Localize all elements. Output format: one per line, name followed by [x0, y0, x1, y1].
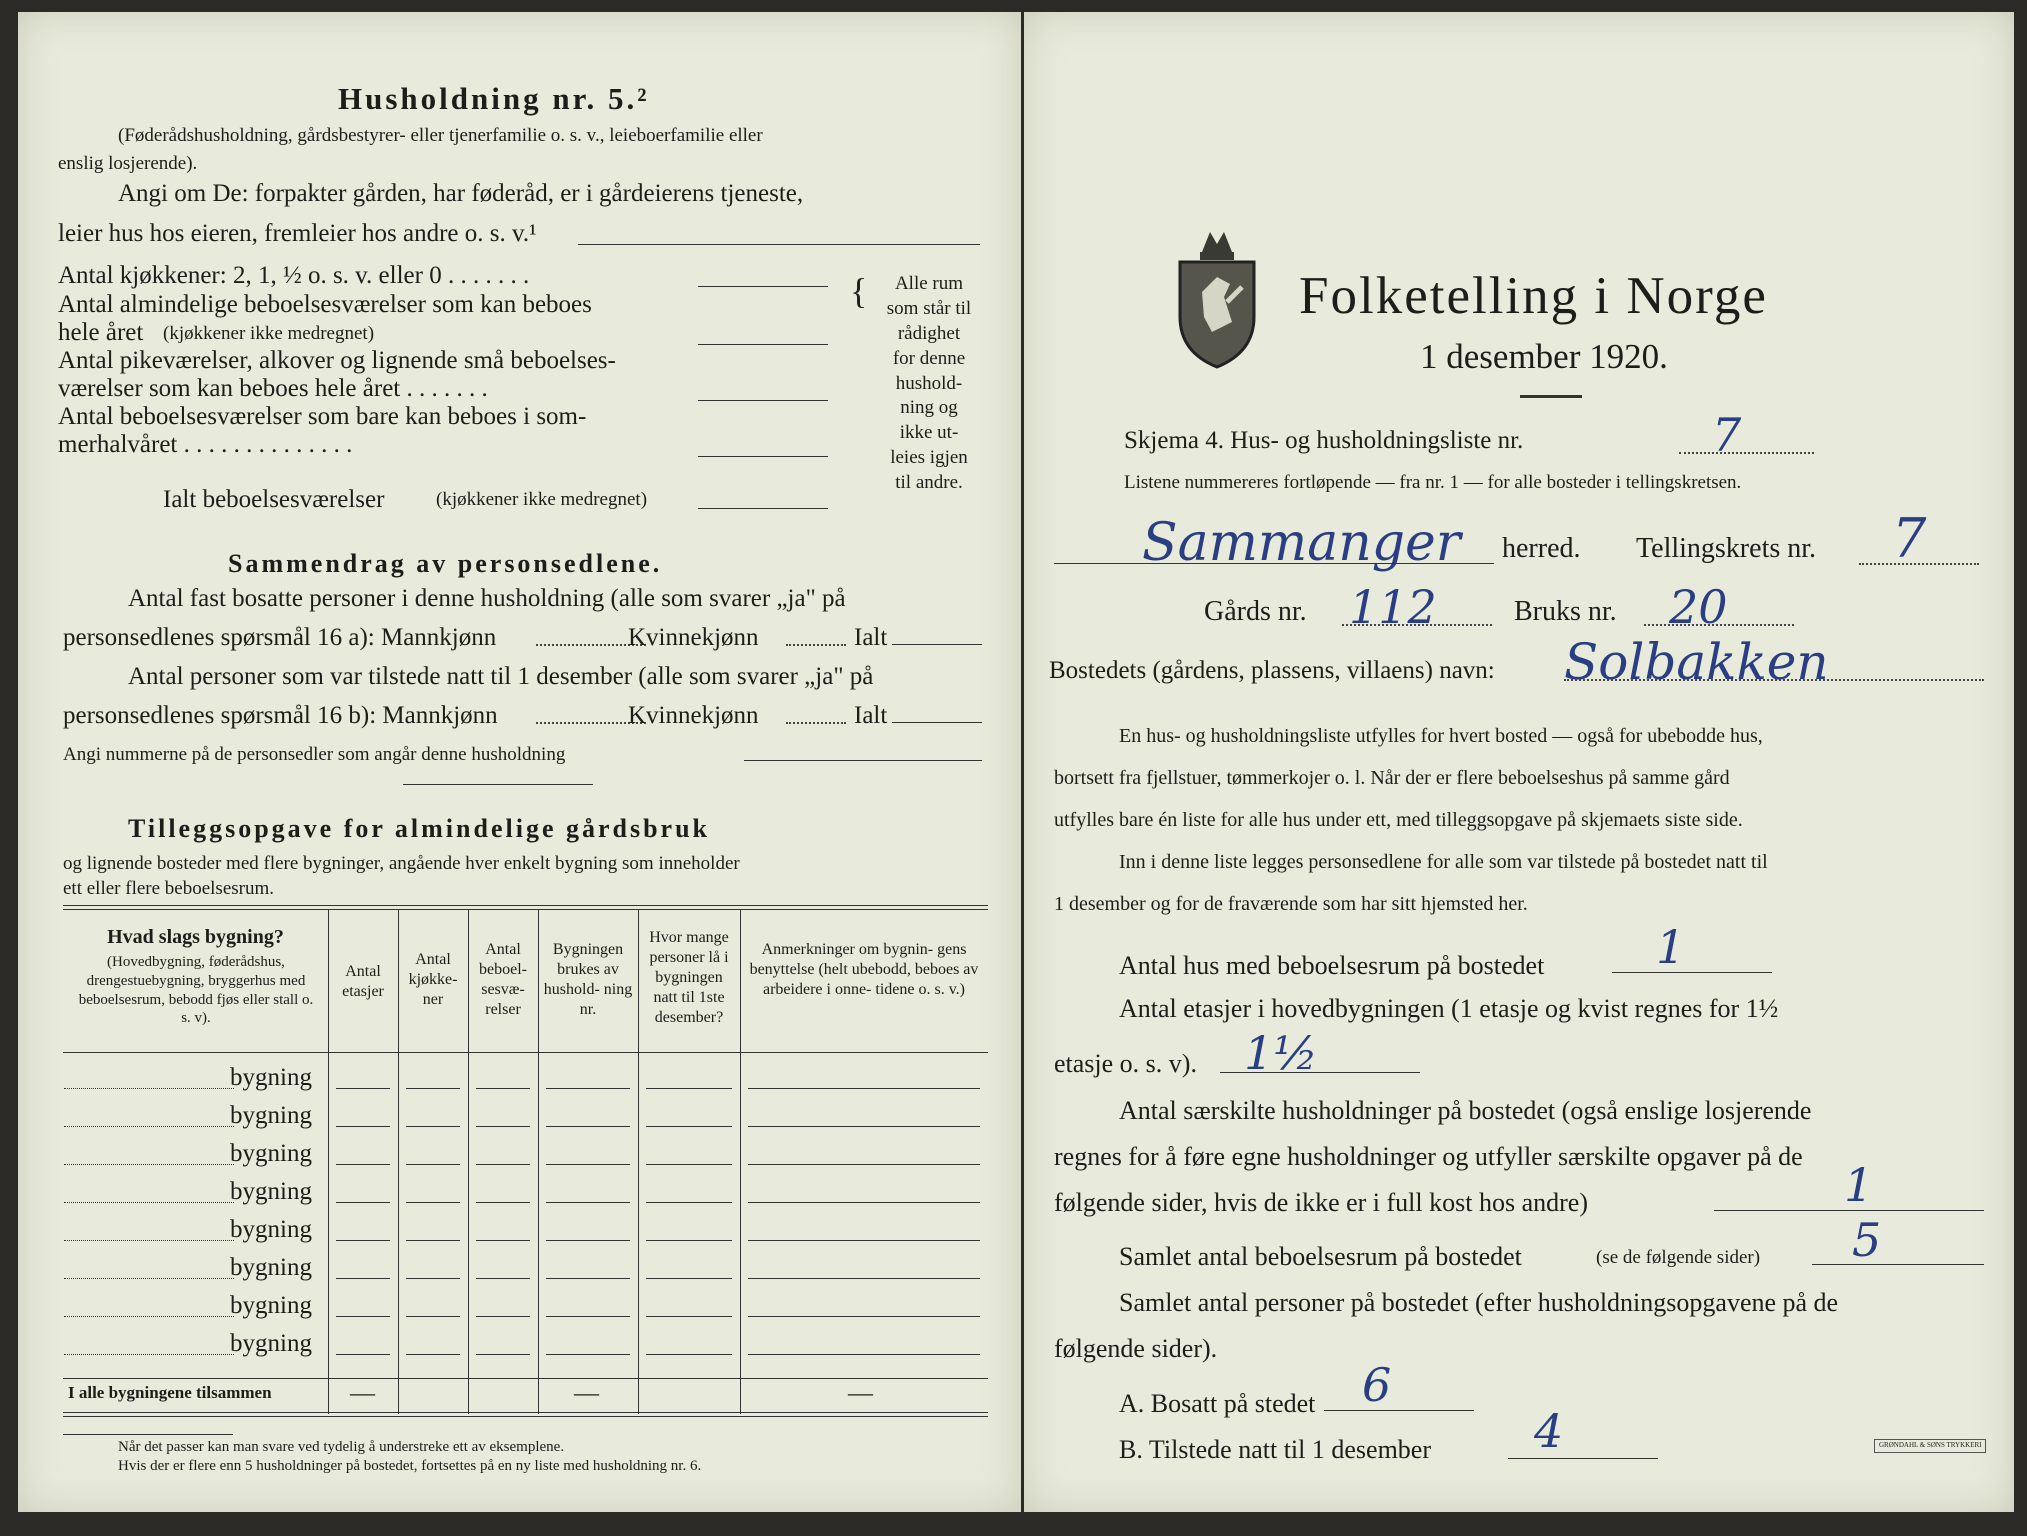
table-cell[interactable]: [406, 1278, 460, 1279]
table-bottom-rule: [63, 1412, 988, 1413]
building-row-label: bygning: [230, 1330, 312, 1357]
female-present-field[interactable]: [786, 722, 846, 724]
summer-rooms-label-2: merhalvåret . . . . . . . . . . . . . .: [58, 431, 353, 458]
table-cell[interactable]: [406, 1164, 460, 1165]
household-subtitle-2: enslig losjerende).: [58, 153, 198, 174]
table-bottom-rule-2: [63, 1416, 988, 1417]
footnote-1: Når det passer kan man svare ved tydelig å understreke ett av eksemplene.: [118, 1439, 565, 1455]
tilstede-value[interactable]: 4: [1534, 1404, 1564, 1458]
footnote-rule: [63, 1434, 233, 1435]
etasjer-value[interactable]: 1½: [1244, 1026, 1318, 1080]
table-cell[interactable]: [546, 1240, 630, 1241]
building-row-field[interactable]: [64, 1354, 234, 1355]
angi-field[interactable]: [578, 244, 980, 245]
summary-line-1: Antal fast bosatte personer i denne husholdning (alle som svarer „ja" på: [128, 585, 846, 612]
table-cell[interactable]: [748, 1088, 980, 1089]
table-cell[interactable]: [646, 1316, 732, 1317]
table-cell[interactable]: [476, 1126, 530, 1127]
table-header-remarks: Anmerkninger om bygnin- gens benyttelse (helt ubebodd, beboes av arbeidere i onne- tidene o. s. v.): [749, 941, 979, 998]
ordinary-rooms-note: (kjøkkener ikke medregnet): [163, 323, 375, 344]
etasjer-field: [1220, 1072, 1420, 1073]
tellingskrets-label: Tellingskrets nr.: [1636, 533, 1817, 564]
table-cell[interactable]: [336, 1354, 390, 1355]
table-header-floors: Antal etasjer: [342, 963, 384, 1000]
building-row-label: bygning: [230, 1064, 312, 1091]
table-cell[interactable]: [748, 1126, 980, 1127]
total-rooms-note: (kjøkkener ikke medregnet): [436, 489, 648, 510]
table-total-label: I alle bygningene tilsammen: [68, 1383, 272, 1402]
table-header-household: Bygningen brukes av hushold- ning nr.: [543, 941, 633, 1018]
summary-numbers-field[interactable]: [744, 760, 982, 761]
table-cell[interactable]: [646, 1354, 732, 1355]
building-row-label: bygning: [230, 1254, 312, 1281]
brace-note: Alle rum som står til rådighet for denne hushold- ning og ikke ut- leies igjen til andre.: [886, 273, 972, 494]
total-rooms-field[interactable]: [698, 508, 828, 509]
samlet-rum-note: (se de følgende sider): [1596, 1247, 1761, 1268]
summary-numbers-label: Angi nummerne på de personsedler som angår denne husholdning: [63, 744, 566, 765]
tilstede-field: [1508, 1458, 1658, 1459]
table-cell[interactable]: [646, 1164, 732, 1165]
female-label-2: Kvinnekjønn: [628, 702, 759, 729]
samlet-pers-line-2: følgende sider).: [1054, 1334, 1218, 1363]
table-cell[interactable]: [336, 1164, 390, 1165]
section-divider: [403, 784, 593, 785]
table-cell[interactable]: [748, 1354, 980, 1355]
tillegg-title: Tilleggsopgave for almindelige gårdsbruk: [128, 814, 711, 843]
female-resident-field[interactable]: [786, 644, 846, 646]
maid-rooms-field[interactable]: [698, 400, 828, 401]
table-cell[interactable]: [336, 1088, 390, 1089]
angi-line-1: Angi om De: forpakter gården, har føderåd, er i gårdeierens tjeneste,: [118, 180, 804, 207]
table-cell[interactable]: [476, 1278, 530, 1279]
table-cell[interactable]: [646, 1088, 732, 1089]
instruction-4: Inn i denne liste legges personsedlene for alle som var tilstede på bostedet natt til: [1119, 851, 1768, 873]
table-cell[interactable]: [336, 1202, 390, 1203]
total-resident-field[interactable]: [892, 644, 982, 645]
instruction-3: utfylles bare én liste for alle hus under ett, med tilleggsopgave på skjemaets siste side.: [1054, 809, 1743, 831]
total-rooms-label: Ialt beboelsesværelser: [163, 486, 385, 513]
tilstede-label: B. Tilstede natt til 1 desember: [1119, 1435, 1431, 1464]
instruction-5: 1 desember og for de fraværende som har sitt hjemsted her.: [1054, 893, 1528, 915]
ordinary-rooms-label: Antal almindelige beboelsesværelser som kan beboes: [58, 291, 592, 318]
table-cell[interactable]: [406, 1354, 460, 1355]
table-header-building-note: (Hovedbygning, føderådshus, drengestuebygning, bryggerhus med beboelsesrum, bebodd fjøs eller stall o. s. v).: [78, 954, 314, 1027]
table-cell[interactable]: [748, 1240, 980, 1241]
building-row-label: bygning: [230, 1140, 312, 1167]
table-col-divider: [538, 909, 539, 1414]
brace-icon: {: [850, 271, 868, 311]
kitchens-field[interactable]: [698, 286, 828, 287]
table-col-divider: [468, 909, 469, 1414]
total-remarks-dash: —: [848, 1380, 873, 1407]
table-cell[interactable]: [476, 1240, 530, 1241]
table-col-divider: [638, 909, 639, 1414]
table-cell[interactable]: [748, 1164, 980, 1165]
printer-stamp: GRØNDAHL & SØNS TRYKKERI: [1874, 1439, 1986, 1453]
table-cell[interactable]: [336, 1126, 390, 1127]
samlet-pers-line-1: Samlet antal personer på bostedet (efter husholdningsopgavene på de: [1119, 1288, 1839, 1317]
footnote-2: Hvis der er flere enn 5 husholdninger på bostedet, fortsettes på en ny liste med husholdning nr. 6.: [118, 1458, 702, 1474]
bosatt-value[interactable]: 6: [1362, 1358, 1392, 1412]
ordinary-rooms-label-2: hele året: [58, 319, 144, 346]
building-row-label: bygning: [230, 1102, 312, 1129]
bosted-value[interactable]: Solbakken: [1564, 633, 1829, 691]
kitchens-label: Antal kjøkkener: 2, 1, ½ o. s. v. eller 0 . . . . . . .: [58, 262, 530, 289]
summer-rooms-field[interactable]: [698, 456, 828, 457]
building-row-label: bygning: [230, 1178, 312, 1205]
building-row-field[interactable]: [64, 1202, 234, 1203]
census-title: Folketelling i Norge: [1299, 267, 1768, 325]
building-row-field[interactable]: [64, 1164, 234, 1165]
table-cell[interactable]: [476, 1316, 530, 1317]
table-header-rooms: Antal beboel- sesvæ- relser: [479, 941, 527, 1018]
summary-title: Sammendrag av personsedlene.: [228, 549, 663, 578]
maid-rooms-label: Antal pikeværelser, alkover og lignende små beboelses-: [58, 347, 616, 374]
hus-label: Antal hus med beboelsesrum på bostedet: [1119, 951, 1545, 980]
table-cell[interactable]: [748, 1278, 980, 1279]
etasjer-label-1: Antal etasjer i hovedbygningen (1 etasje og kvist regnes for 1½: [1119, 994, 1779, 1023]
table-top-rule: [63, 905, 988, 906]
table-cell[interactable]: [748, 1316, 980, 1317]
maid-rooms-label-2: værelser som kan beboes hele året . . . . . . .: [58, 375, 488, 402]
bosatt-label: A. Bosatt på stedet: [1119, 1389, 1316, 1418]
table-cell[interactable]: [646, 1278, 732, 1279]
bosatt-field: [1324, 1410, 1474, 1411]
table-cell[interactable]: [546, 1316, 630, 1317]
table-cell[interactable]: [546, 1164, 630, 1165]
husholdninger-line-1: Antal særskilte husholdninger på bostedet (også enslige losjerende: [1119, 1096, 1812, 1125]
tillegg-text-1: og lignende bosteder med flere bygninger, angående hver enkelt bygning som inneholder: [63, 853, 740, 874]
ordinary-rooms-field[interactable]: [698, 344, 828, 345]
total-label-1: Ialt: [854, 624, 888, 651]
hus-value[interactable]: 1: [1656, 920, 1686, 974]
table-header-building-type: Hvad slags bygning?: [107, 926, 284, 948]
bruks-value[interactable]: 20: [1669, 580, 1728, 634]
samlet-rum-field: [1812, 1264, 1984, 1265]
table-cell[interactable]: [406, 1240, 460, 1241]
table-cell[interactable]: [476, 1354, 530, 1355]
bosted-label: Bostedets (gårdens, plassens, villaens) navn:: [1049, 657, 1495, 684]
table-cell[interactable]: [406, 1316, 460, 1317]
title-divider: [1520, 395, 1582, 398]
table-cell[interactable]: [646, 1202, 732, 1203]
total-present-field[interactable]: [892, 722, 982, 723]
herred-field: [1054, 563, 1494, 564]
coat-of-arms-icon: [1172, 222, 1262, 372]
samlet-rum-value[interactable]: 5: [1852, 1213, 1882, 1267]
angi-line-2: leier hus hos eieren, fremleier hos andre o. s. v.¹: [58, 220, 537, 247]
table-cell[interactable]: [336, 1316, 390, 1317]
table-cell[interactable]: [336, 1278, 390, 1279]
list-number-field: [1679, 452, 1814, 454]
total-label-2: Ialt: [854, 702, 888, 729]
bosted-field: [1564, 679, 1984, 681]
female-label-1: Kvinnekjønn: [628, 624, 759, 651]
table-header-rule: [63, 1052, 988, 1053]
bruks-field: [1644, 624, 1794, 626]
husholdninger-field: [1714, 1210, 1984, 1211]
summer-rooms-label: Antal beboelsesværelser som bare kan beboes i som-: [58, 403, 587, 430]
total-floors-dash: —: [350, 1380, 375, 1407]
table-cell[interactable]: [476, 1202, 530, 1203]
instruction-1: En hus- og husholdningsliste utfylles for hvert bosted — også for ubebodde hus,: [1119, 725, 1763, 747]
husholdninger-line-2: regnes for å føre egne husholdninger og utfyller særskilte opgaver på de: [1054, 1142, 1803, 1171]
table-cell[interactable]: [546, 1126, 630, 1127]
household-title: Husholdning nr. 5.²: [338, 81, 650, 116]
table-cell[interactable]: [406, 1202, 460, 1203]
table-cell[interactable]: [406, 1088, 460, 1089]
table-cell[interactable]: [646, 1240, 732, 1241]
husholdninger-value[interactable]: 1: [1844, 1158, 1874, 1212]
table-cell[interactable]: [748, 1202, 980, 1203]
table-cell[interactable]: [476, 1088, 530, 1089]
right-page: [1024, 12, 2014, 1512]
census-date: 1 desember 1920.: [1420, 337, 1668, 376]
table-total-rule: [63, 1378, 988, 1379]
samlet-rum-label: Samlet antal beboelsesrum på bostedet: [1119, 1242, 1522, 1271]
total-household-dash: —: [574, 1380, 599, 1407]
table-cell[interactable]: [546, 1088, 630, 1089]
gards-label: Gårds nr.: [1204, 596, 1307, 627]
hus-field: [1612, 972, 1772, 973]
gards-value[interactable]: 112: [1349, 580, 1437, 634]
table-cell[interactable]: [336, 1240, 390, 1241]
herred-label: herred.: [1502, 533, 1581, 564]
table-col-divider: [328, 909, 329, 1414]
skjema-label: Skjema 4. Hus- og husholdningsliste nr.: [1124, 427, 1524, 454]
summary-line-4: personsedlenes spørsmål 16 b): Mannkjønn: [63, 702, 498, 729]
table-cell[interactable]: [406, 1126, 460, 1127]
left-page: [18, 12, 1021, 1512]
herred-value[interactable]: Sammanger: [1142, 513, 1461, 573]
table-col-divider: [740, 909, 741, 1414]
gards-field: [1342, 624, 1492, 626]
husholdninger-line-3: følgende sider, hvis de ikke er i full kost hos andre): [1054, 1188, 1588, 1217]
summary-line-2: personsedlenes spørsmål 16 a): Mannkjønn: [63, 624, 497, 651]
building-row-field[interactable]: [64, 1240, 234, 1241]
table-cell[interactable]: [546, 1278, 630, 1279]
building-row-field[interactable]: [64, 1126, 234, 1127]
tellingskrets-field: [1859, 563, 1979, 565]
household-subtitle: (Føderådshusholdning, gårdsbestyrer- eller tjenerfamilie o. s. v., leieboerfamilie eller: [118, 125, 763, 146]
building-row-label: bygning: [230, 1292, 312, 1319]
tillegg-text-2: ett eller flere beboelsesrum.: [63, 878, 275, 899]
instruction-2: bortsett fra fjellstuer, tømmerkojer o. l. Når der er flere beboelseshus på samme gård: [1054, 767, 1730, 789]
table-cell[interactable]: [546, 1202, 630, 1203]
list-number-value[interactable]: 7: [1712, 408, 1742, 462]
table-top-rule-2: [63, 909, 988, 910]
building-row-field[interactable]: [64, 1088, 234, 1089]
building-row-field[interactable]: [64, 1278, 234, 1279]
table-cell[interactable]: [546, 1354, 630, 1355]
building-row-label: bygning: [230, 1216, 312, 1243]
bruks-label: Bruks nr.: [1514, 596, 1617, 627]
table-cell[interactable]: [646, 1126, 732, 1127]
building-row-field[interactable]: [64, 1316, 234, 1317]
etasjer-label-2: etasje o. s. v).: [1054, 1049, 1197, 1078]
tellingskrets-value[interactable]: 7: [1892, 507, 1927, 570]
table-header-persons: Hvor mange personer lå i bygningen natt til 1ste desember?: [649, 929, 729, 1026]
table-col-divider: [398, 909, 399, 1414]
table-header-kitchens: Antal kjøkke- ner: [408, 951, 458, 1008]
summary-line-3: Antal personer som var tilstede natt til 1 desember (alle som svarer „ja" på: [128, 663, 874, 690]
table-cell[interactable]: [476, 1164, 530, 1165]
listene-note: Listene nummereres fortløpende — fra nr. 1 — for alle bosteder i tellingskretsen.: [1124, 472, 1742, 493]
